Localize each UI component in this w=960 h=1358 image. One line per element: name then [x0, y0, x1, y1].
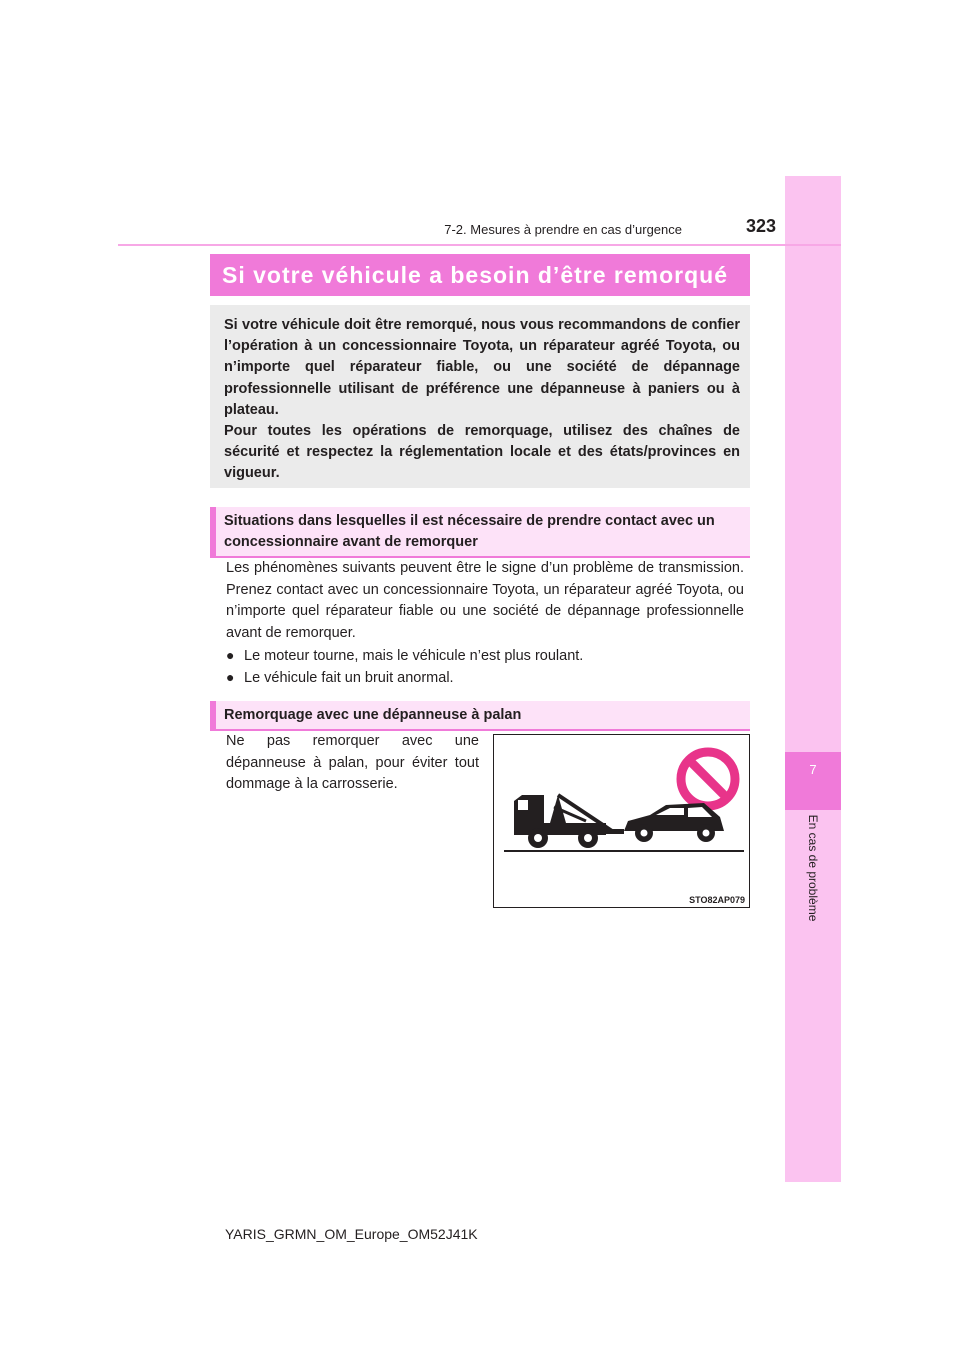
section-2-body: Ne pas remorquer avec une dépanneuse à palan, pour éviter tout dommage à la carrosserie.	[226, 733, 479, 792]
list-item	[226, 645, 746, 667]
chapter-tab-active[interactable]	[785, 752, 841, 810]
page-title: Si votre véhicule a besoin d’être remorqué	[210, 254, 750, 296]
section-heading-wheel-lift: Remorquage avec une dépanneuse à palan	[210, 701, 750, 731]
tow-truck-icon	[514, 795, 624, 848]
bullet-icon: ●	[226, 647, 235, 663]
chapter-title: En cas de problème	[806, 814, 820, 922]
prohibition-icon	[681, 752, 735, 806]
chapter-side-tab	[785, 176, 841, 1182]
bullet-text: Le véhicule fait un bruit anormal.	[244, 670, 454, 686]
document-id: YARIS_GRMN_OM_Europe_OM52J41K	[225, 1226, 478, 1242]
tow-truck-illustration	[494, 735, 749, 907]
bullet-text: Le moteur tourne, mais le véhicule n’est plus roulant.	[244, 648, 584, 664]
figure-code: STO82AP079	[689, 895, 745, 905]
tow-truck-figure	[493, 734, 750, 908]
intro-paragraph-1: Si votre véhicule doit être remorqué, nous vous recommandons de confier l’opération à un concessionnaire Toyota, un réparateur agréé Toyota, ou n’importe quel réparateur fiable, ou une société de dépannage professionnelle utilisant de préférence une dépanneuse à paniers ou à plateau.	[224, 317, 740, 418]
list-item	[226, 667, 746, 689]
intro-box	[210, 305, 750, 488]
towed-car-icon	[624, 803, 724, 842]
bullet-icon: ●	[226, 669, 235, 685]
header-section-title: 7-2. Mesures à prendre en cas d’urgence	[444, 222, 682, 237]
section-1-body: Les phénomènes suivants peuvent être le signe d’un problème de transmission. Prenez contact avec un concessionnaire Toyota, un réparateur agréé Toyota, ou n’importe quel réparateur fiable ou une société de dépannage professionnelle avant de remorquer.	[226, 560, 744, 641]
header-divider	[118, 244, 841, 246]
page-number: 323	[745, 216, 776, 236]
intro-paragraph-2: Pour toutes les opérations de remorquage, utilisez des chaînes de sécurité et respectez la réglementation locale et des états/provinces en vigueur.	[224, 423, 740, 482]
section-heading-dealer-contact: Situations dans lesquelles il est nécessaire de prendre contact avec un concessionnaire avant de remorquer	[210, 507, 750, 558]
chapter-number: 7	[809, 762, 817, 777]
